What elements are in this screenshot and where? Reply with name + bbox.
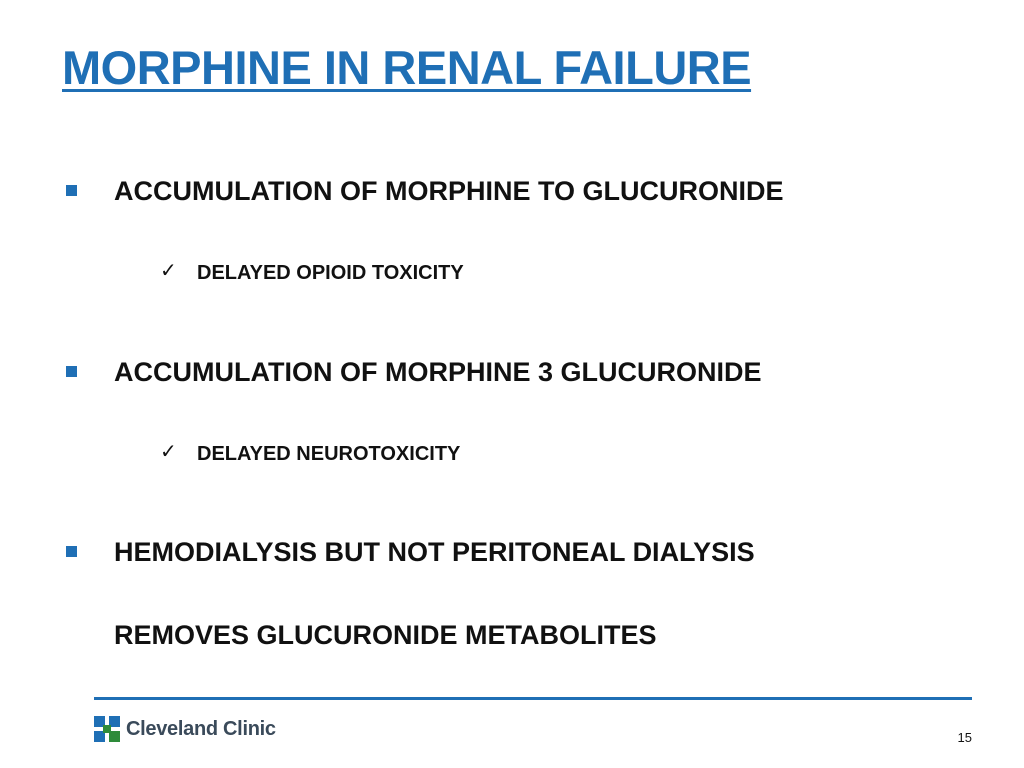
sub-bullet-text: DELAYED OPIOID TOXICITY (197, 262, 464, 284)
slide-title: MORPHINE IN RENAL FAILURE (62, 41, 752, 94)
footer-divider (94, 697, 972, 700)
bullet-text: ACCUMULATION OF MORPHINE TO GLUCURONIDE (114, 176, 784, 206)
cleveland-clinic-logo (94, 716, 276, 742)
page-number: 15 (957, 730, 972, 745)
cleveland-clinic-logo-icon (94, 716, 120, 742)
checkmark-icon: ✓ (160, 439, 177, 463)
checkmark-icon: ✓ (160, 258, 177, 282)
sub-bullet-text: DELAYED NEUROTOXICITY (197, 443, 461, 465)
bullet-continuation-text: REMOVES GLUCURONIDE METABOLITES (114, 620, 657, 650)
logo-text: Cleveland Clinic (126, 717, 276, 740)
bullet-text: HEMODIALYSIS BUT NOT PERITONEAL DIALYSIS (114, 537, 755, 567)
bullet-square-icon (66, 546, 77, 557)
bullet-square-icon (66, 366, 77, 377)
bullet-square-icon (66, 185, 77, 196)
bullet-text: ACCUMULATION OF MORPHINE 3 GLUCURONIDE (114, 357, 762, 387)
